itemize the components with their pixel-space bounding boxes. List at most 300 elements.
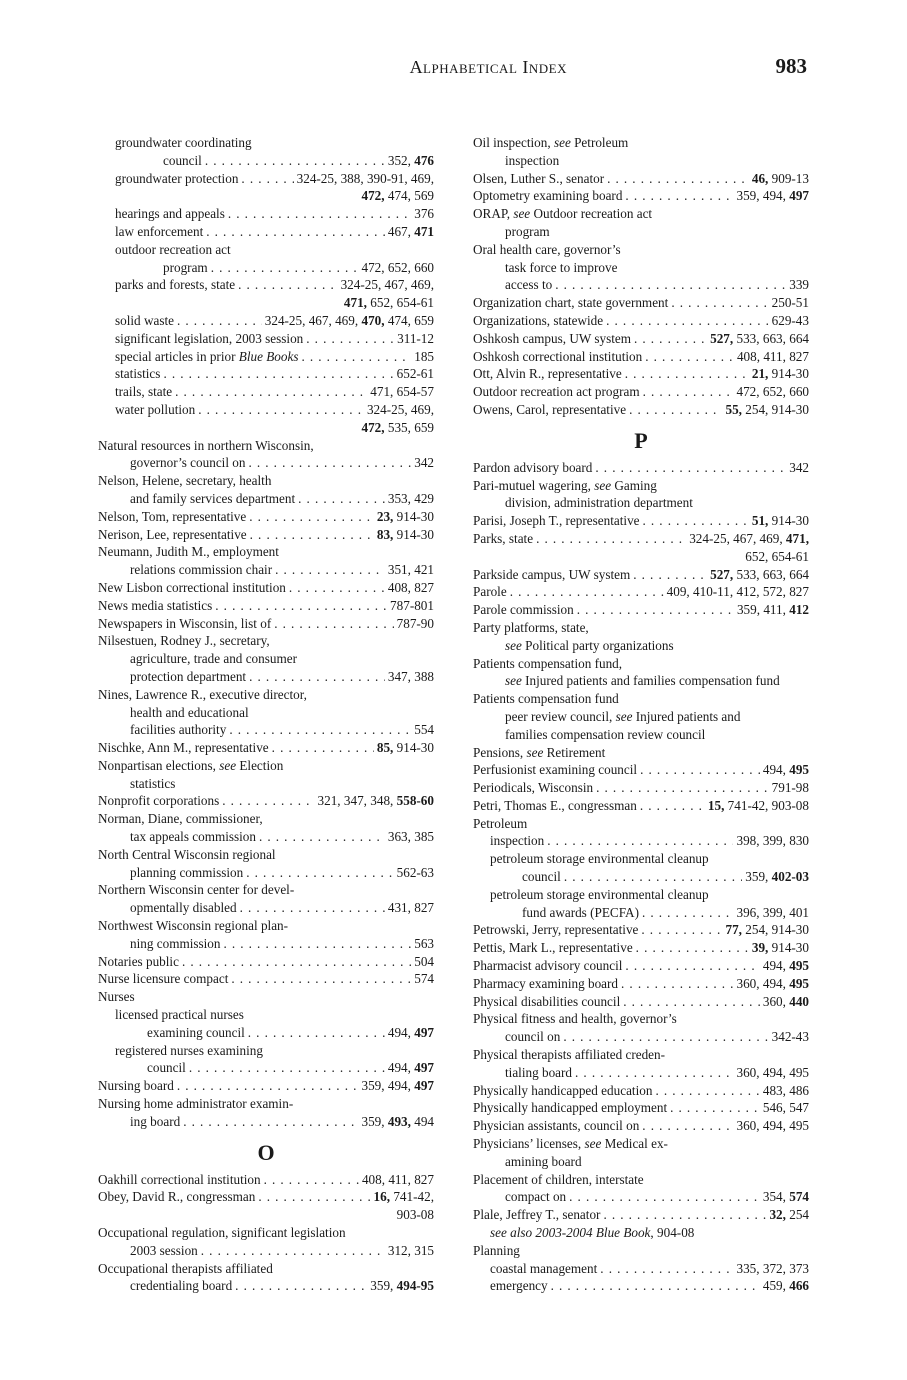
entry-term: division, administration department [505,495,693,511]
entry-line [98,454,434,472]
index-entry [98,846,434,882]
entry-pages: 360, 494, 495 [736,975,809,991]
entry-term: petroleum storage environmental cleanup [490,886,709,902]
entry-line [473,583,809,601]
entry-term: Pensions, see Retirement [473,744,606,760]
entry-pages: 791-98 [771,780,809,796]
entry-pages: 562-63 [396,864,434,880]
entry-term: Physically handicapped employment [473,1100,668,1116]
index-entry [98,472,434,508]
dot-leader [248,1024,385,1042]
dot-leader [606,312,768,330]
index-entry [473,1117,809,1135]
entry-line [98,1242,434,1260]
entry-term: Patients compensation fund [473,691,619,707]
index-entry [115,312,434,330]
dot-leader [547,832,733,850]
entry-pages: 347, 388 [387,668,434,684]
entry-line [473,1099,809,1117]
dot-leader [595,459,786,477]
dot-leader [177,1077,359,1095]
entry-term: Parisi, Joseph T., representative [473,513,640,529]
dot-leader [177,312,262,330]
entry-term: Northern Wisconsin center for devel- [98,882,295,898]
index-entry [98,757,434,793]
entry-line [473,365,809,383]
index-entry [98,917,434,953]
index-entry [115,241,434,277]
index-entry [98,437,434,473]
entry-term: outdoor recreation act [115,241,231,257]
entry-term: compact on [505,1189,567,1205]
dot-leader [634,330,707,348]
entry-term: Physical fitness and health, governor’s [473,1011,677,1027]
entry-line [473,1064,809,1082]
entry-pages: 32, 254 [769,1207,809,1223]
entry-pages: 324-25, 467, 469, 471, [689,530,809,546]
entry-term: Nonprofit corporations [98,793,220,809]
dot-leader [671,294,768,312]
dot-leader [301,348,411,366]
entry-term: Planning [473,1242,520,1258]
section-letter-o: O [257,1139,275,1165]
dot-leader [250,526,374,544]
entry-term: Organization chart, state government [473,295,669,311]
entry-line [473,637,809,655]
entry-line [115,170,434,188]
entry-pages: 504 [414,953,434,969]
index-entry [473,1082,809,1100]
entry-line [473,975,809,993]
entry-pages: 85, 914-30 [376,740,434,756]
dot-leader [163,365,393,383]
entry-term: Optometry examining board [473,188,623,204]
entry-term: Physicians’ licenses, see Medical ex- [473,1136,668,1152]
index-entry [473,383,809,401]
entry-line [98,472,434,490]
entry-line [473,566,809,584]
entry-term: Pari-mutuel wagering, see Gaming [473,477,657,493]
entry-line [473,1242,809,1260]
entry-line [473,348,809,366]
entry-term: protection department [130,668,247,684]
entry-term: and family services department [130,490,296,506]
entry-line [98,1188,434,1206]
index-entry [98,597,434,615]
entry-pages: 185 [414,348,434,364]
index-entry [473,1206,809,1242]
entry-line [473,1046,809,1064]
running-head: Alphabetical Index [409,57,567,77]
index-entry [473,566,809,584]
dot-leader [625,187,733,205]
entry-line [490,904,809,922]
left-index-column [98,134,434,1295]
index-entry [473,1135,809,1171]
entry-pages: 359, 494-95 [370,1278,434,1294]
entry-line [473,744,809,762]
entry-term: governor’s council on [130,455,246,471]
index-entry [473,365,809,383]
entry-line [98,864,434,882]
entry-term: council on [505,1029,561,1045]
entry-pages: 363, 385 [387,829,434,845]
entry-line [98,1277,434,1295]
entry-term: fund awards (PECFA) [522,904,639,920]
entry-term: Plale, Jeffrey T., senator [473,1207,601,1223]
dot-leader [222,792,314,810]
index-entry [473,312,809,330]
dot-leader [670,1099,760,1117]
entry-line [115,205,434,223]
index-entry [473,619,809,655]
entry-line [473,459,809,477]
entry-pages: 46, 909-13 [751,170,809,186]
index-entry [98,970,434,988]
entry-pages: 353, 429 [387,490,434,506]
entry-term: inspection [490,833,545,849]
index-entry [490,1277,809,1295]
entry-term: health and educational [130,704,249,720]
entry-term: Nonpartisan elections, see Election [98,757,284,773]
entry-line [98,775,434,793]
dot-leader [201,1242,385,1260]
index-entry [115,383,434,401]
entry-line [473,205,809,223]
entry-line [473,601,809,619]
entry-line [115,152,434,170]
entry-term: Nischke, Ann M., representative [98,740,269,756]
entry-pages: 483, 486 [762,1082,809,1098]
entry-line [473,512,809,530]
entry-term: Neumann, Judith M., employment [98,544,279,560]
entry-line [473,1028,809,1046]
entry-term: coastal management [490,1260,598,1276]
entry-line [473,672,809,690]
entry-term: Placement of children, interstate [473,1171,644,1187]
index-entry [115,134,434,170]
index-entry [98,1224,434,1260]
entry-term: planning commission [130,864,244,880]
entry-term: Ott, Alvin R., representative [473,366,622,382]
entry-pages: 77, 254, 914-30 [725,922,809,938]
entry-pages: 494, 497 [387,1024,434,1040]
entry-pages: 321, 347, 348, 558-60 [317,793,434,809]
entry-line [98,561,434,579]
entry-pages: 339 [789,277,809,293]
entry-line [473,187,809,205]
index-entry [98,1095,434,1131]
index-entry [473,993,809,1011]
entry-line [98,597,434,615]
entry-term: Perfusionist examining council [473,762,638,778]
entry-pages: 342-43 [771,1029,809,1045]
entry-pages: 51, 914-30 [751,513,809,529]
dot-leader [551,1277,760,1295]
entry-term: Pettis, Mark L., representative [473,940,633,956]
entry-pages-continued: 903-08 [396,1207,434,1223]
entry-line [115,241,434,259]
entry-term: Occupational therapists affiliated [98,1260,273,1276]
entry-line [98,1224,434,1242]
index-entry [473,134,809,170]
entry-line [473,312,809,330]
index-entry [98,792,434,810]
entry-term: New Lisbon correctional institution [98,579,286,595]
entry-term: Physical therapists affiliated creden- [473,1047,666,1063]
index-entry [473,957,809,975]
entry-pages: 55, 254, 914-30 [725,401,809,417]
entry-pages: 324-25, 467, 469, [340,277,434,293]
dot-leader [625,365,749,383]
entry-line [115,1006,434,1024]
index-entry [473,187,809,205]
dot-leader [298,490,385,508]
entry-line [473,530,809,548]
index-entry [98,810,434,846]
entry-term: hearings and appeals [115,206,225,222]
index-entry [473,921,809,939]
entry-line [473,1171,809,1189]
entry-line [473,1188,809,1206]
entry-pages: 360, 494, 495 [736,1118,809,1134]
entry-pages: 472, 652, 660 [736,384,809,400]
entry-line [98,970,434,988]
entry-pages: 527, 533, 663, 664 [710,330,809,346]
dot-leader [229,721,411,739]
dot-leader [272,739,374,757]
entry-term: Oshkosh correctional institution [473,348,643,364]
entry-line [473,223,809,241]
index-entry [98,953,434,971]
entry-pages: 396, 399, 401 [736,904,809,920]
entry-term: Parole commission [473,602,574,618]
index-entry [115,1006,434,1042]
entry-term: agriculture, trade and consumer [130,651,297,667]
entry-line [490,868,809,886]
entry-term: council [163,152,202,168]
entry-term: Nelson, Helene, secretary, health [98,473,272,489]
dot-leader [289,579,385,597]
entry-line [98,988,434,1006]
entry-pages: 408, 827 [387,579,434,595]
entry-line [473,330,809,348]
entry-term: petroleum storage environmental cleanup [490,851,709,867]
entry-term: Pharmacist advisory council [473,958,623,974]
dot-leader [205,152,385,170]
entry-term: credentialing board [130,1278,233,1294]
dot-leader [183,1113,358,1131]
entry-pages: 23, 914-30 [376,508,434,524]
dot-leader [240,899,385,917]
dot-leader [640,797,705,815]
entry-term: see Injured patients and families compensation fund [505,673,780,689]
entry-line [473,383,809,401]
entry-line [473,779,809,797]
entry-term: opmentally disabled [130,900,237,916]
dot-leader [596,779,769,797]
entry-term: Oakhill correctional institution [98,1171,261,1187]
entry-line [98,935,434,953]
entry-line [490,1277,809,1295]
entry-term: Nerison, Lee, representative [98,526,247,542]
entry-line [473,1135,809,1153]
entry-line [473,761,809,779]
entry-line [473,294,809,312]
entry-term: Party platforms, state, [473,619,589,635]
entry-pages: 459, 466 [762,1278,809,1294]
entry-term: statistics [130,775,176,791]
entry-term: significant legislation, 2003 session [115,330,304,346]
entry-term: facilities authority [130,722,227,738]
entry-term: Nurse licensure compact [98,971,229,987]
entry-term: Pharmacy examining board [473,975,619,991]
entry-line [98,632,434,650]
entry-line [98,704,434,722]
entry-term: Occupational regulation, significant legislation [98,1225,346,1241]
index-entry [115,1042,434,1078]
entry-line [473,1224,809,1242]
dot-leader [640,761,760,779]
dot-leader [215,597,387,615]
entry-line [98,650,434,668]
entry-line [98,437,434,455]
index-entry [490,832,809,850]
entry-term: Petri, Thomas E., congressman [473,797,637,813]
index-entry [98,1077,434,1095]
entry-term: parks and forests, state [115,277,236,293]
entry-term: News media statistics [98,597,213,613]
entry-pages: 359, 494, 497 [736,188,809,204]
entry-pages: 574 [414,971,434,987]
index-entry [115,348,434,366]
entry-pages-continued: 652, 654-61 [745,548,809,564]
entry-term: Nelson, Tom, representative [98,508,247,524]
entry-term: relations commission chair [130,562,273,578]
entry-pages: 83, 914-30 [376,526,434,542]
entry-line [98,757,434,775]
dot-leader [223,935,411,953]
entry-term: Nursing home administrator examin- [98,1096,294,1112]
entry-pages: 787-801 [390,597,434,613]
entry-term: access to [505,277,553,293]
dot-leader [182,953,411,971]
entry-pages-continued: 471, 652, 654-61 [343,295,434,311]
entry-pages-continued: 472, 535, 659 [361,419,434,435]
entry-line [473,655,809,673]
dot-leader [175,383,367,401]
entry-pages: 359, 411, 412 [736,602,809,618]
entry-pages: 16, 741-42, [373,1189,434,1205]
dot-leader [536,530,686,548]
index-entry [473,241,809,294]
index-entry [115,401,434,437]
dot-leader [564,868,742,886]
entry-pages: 39, 914-30 [751,940,809,956]
entry-line [473,259,809,277]
entry-term: Oshkosh campus, UW system [473,330,631,346]
index-entry [473,459,809,477]
entry-pages: 359, 402-03 [745,869,809,885]
entry-term: inspection [505,152,560,168]
entry-term: tialing board [505,1064,573,1080]
index-entry [98,881,434,917]
index-entry [98,1260,434,1296]
index-entry [473,655,809,691]
entry-line [98,899,434,917]
entry-pages: 398, 399, 830 [736,833,809,849]
entry-line [115,1042,434,1060]
entry-line [98,543,434,561]
index-entry [473,205,809,241]
index-entry [473,1099,809,1117]
dot-leader [235,1277,367,1295]
entry-term: Petroleum [473,815,528,831]
entry-pages: 527, 533, 663, 664 [710,566,809,582]
index-entry [115,223,434,241]
dot-leader [575,1064,733,1082]
entry-term: Norman, Diane, commissioner, [98,811,263,827]
index-entry [490,850,809,886]
index-entry [473,779,809,797]
entry-term: amining board [505,1153,582,1169]
entry-line [473,921,809,939]
index-entry [473,512,809,530]
entry-pages: 408, 411, 827 [361,1171,434,1187]
entry-line [98,881,434,899]
index-entry [115,205,434,223]
entry-pages: 376 [414,206,434,222]
dot-leader [259,828,385,846]
index-entry [473,170,809,188]
entry-line [473,690,809,708]
dot-leader [642,1117,733,1135]
entry-term: see also 2003-2004 Blue Book, 904-08 [490,1225,695,1241]
entry-line [98,810,434,828]
entry-pages: 431, 827 [387,900,434,916]
entry-term: Nurses [98,989,135,1005]
entry-pages: 546, 547 [762,1100,809,1116]
entry-term: solid waste [115,312,174,328]
entry-term: North Central Wisconsin regional [98,846,276,862]
entry-line [473,726,809,744]
entry-line [473,401,809,419]
dot-leader [264,1171,359,1189]
dot-leader [206,223,385,241]
entry-term: ing board [130,1113,181,1129]
index-entry [490,886,809,922]
dot-leader [238,276,337,294]
dot-leader [645,348,734,366]
entry-term: Notaries public [98,953,179,969]
entry-pages: 359, 494, 497 [361,1078,434,1094]
entry-line [98,508,434,526]
dot-leader [629,401,722,419]
dot-leader [633,566,707,584]
entry-term: emergency [490,1278,548,1294]
right-index-column [473,134,809,1295]
entry-pages: 360, 494, 495 [736,1064,809,1080]
index-entry [98,615,434,633]
entry-term: program [163,259,208,275]
entry-pages: 21, 914-30 [751,366,809,382]
entry-term: Nilsestuen, Rodney J., secretary, [98,633,270,649]
entry-line [473,957,809,975]
entry-term: law enforcement [115,223,204,239]
entry-pages: 787-90 [396,615,434,631]
entry-line [473,170,809,188]
dot-leader [198,401,364,419]
